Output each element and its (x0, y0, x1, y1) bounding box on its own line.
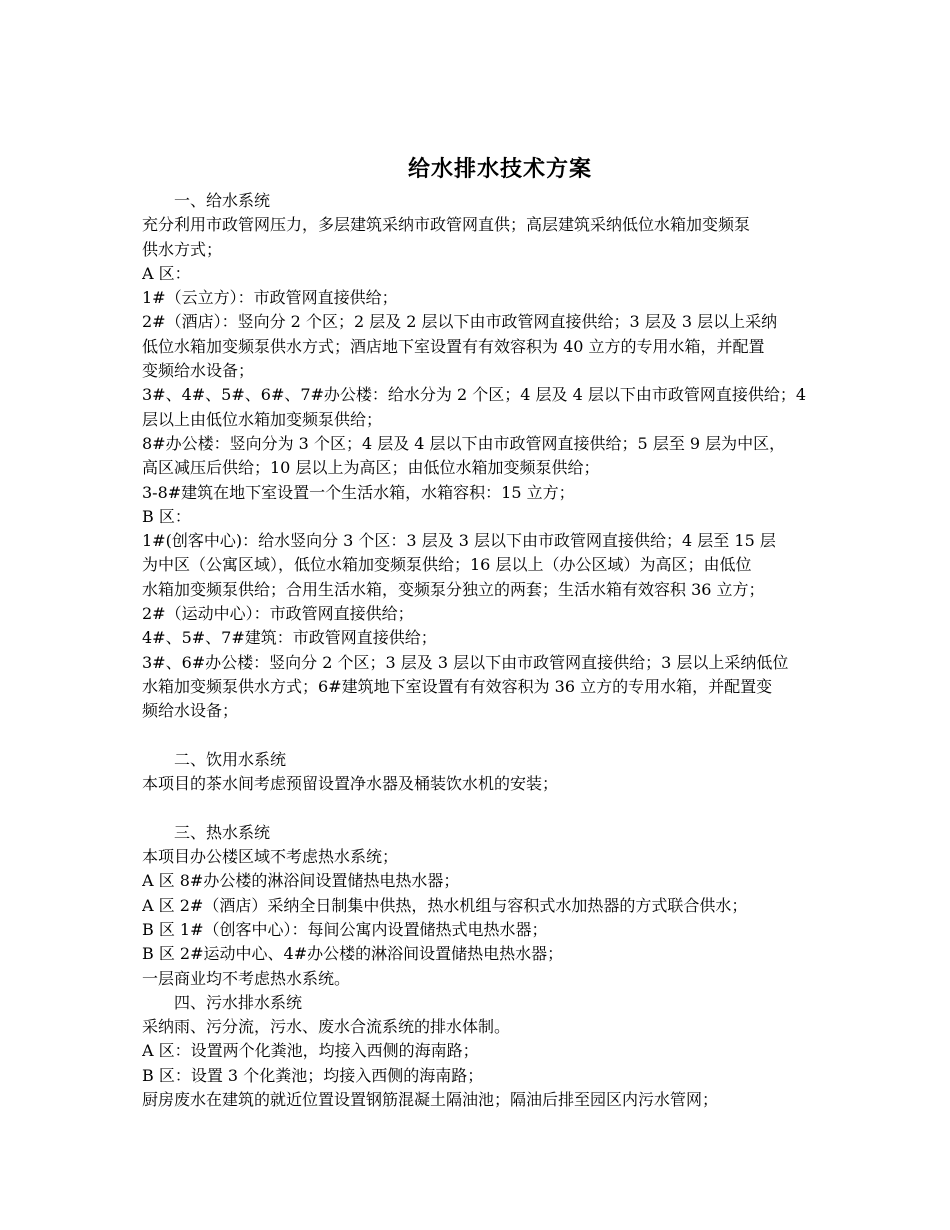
body-line: A 区 8#办公楼的淋浴间设置储热电热水器； (142, 871, 460, 891)
body-line: 4#、5#、7#建筑：市政管网直接供给； (142, 628, 437, 648)
document-title: 给水排水技术方案 (407, 156, 592, 182)
body-line: 一层商业均不考虑热水系统。 (142, 968, 351, 988)
body-line: A 区： (142, 263, 191, 283)
blank-line (142, 796, 858, 820)
body-line: 厨房废水在建筑的就近位置设置钢筋混凝土隔油池；隔油后排至园区内污水管网； (142, 1089, 719, 1109)
blank-line (142, 724, 858, 748)
body-line: 为中区（公寓区域），低位水箱加变频泵供给；16 层以上（办公区域）为高区；由低位 (142, 555, 752, 575)
body-line: 频给水设备； (142, 701, 239, 721)
body-line: A 区：设置两个化粪池，均接入西侧的海南路； (142, 1041, 479, 1061)
body-line: 高区减压后供给；10 层以上为高区；由低位水箱加变频泵供给； (142, 458, 600, 478)
section-heading: 二、饮用水系统 (174, 749, 287, 769)
body-line: 充分利用市政管网压力，多层建筑采纳市政管网直供；高层建筑采纳低位水箱加变频泵 (142, 215, 751, 235)
body-line: 低位水箱加变频泵供水方式；酒店地下室设置有有效容积为 40 立方的专用水箱，并配置 (142, 336, 765, 356)
body-line: 3#、6#办公楼：竖向分 2 个区；3 层及 3 层以下由市政管网直接供给；3 层以上采纳低位 (142, 652, 789, 672)
section-heading: 三、热水系统 (174, 822, 271, 842)
body-line: 1#(创客中心)：给水竖向分 3 个区：3 层及 3 层以下由市政管网直接供给；4 层至 15 层 (142, 531, 776, 551)
body-line: 供水方式； (142, 239, 223, 259)
body-line: B 区 2#运动中心、4#办公楼的淋浴间设置储热电热水器； (142, 944, 564, 964)
body-line: B 区：设置 3 个化粪池；均接入西侧的海南路； (142, 1065, 484, 1085)
body-line: 8#办公楼：竖向分为 3 个区；4 层及 4 层以下由市政管网直接供给；5 层至 9 层为中区， (142, 433, 786, 453)
body-line: 变频给水设备； (142, 361, 255, 381)
document-page (142, 155, 858, 1112)
body-line: 水箱加变频泵供水方式；6#建筑地下室设置有有效容积为 36 立方的专用水箱，并配置变 (142, 676, 773, 696)
body-line: 2#（运动中心）：市政管网直接供给； (142, 604, 414, 624)
body-line: 本项目办公楼区域不考虑热水系统； (142, 847, 399, 867)
body-line: 2#（酒店）：竖向分 2 个区；2 层及 2 层以下由市政管网直接供给；3 层及 3 层以上采纳 (142, 312, 778, 332)
body-line: 本项目的茶水间考虑预留设置净水器及桶装饮水机的安装； (142, 774, 559, 794)
body-line: 水箱加变频泵供给；合用生活水箱，变频泵分独立的两套；生活水箱有效容积 36 立方； (142, 579, 765, 599)
body-line: 3-8#建筑在地下室设置一个生活水箱，水箱容积：15 立方； (142, 482, 575, 502)
section-heading: 一、给水系统 (174, 191, 271, 210)
body-line: B 区 1#（创客中心）：每间公寓内设置储热式电热水器； (142, 919, 548, 939)
body-line: 1#（云立方）：市政管网直接供给； (142, 288, 398, 308)
body-line: 采纳雨、污分流，污水、废水合流系统的排水体制。 (142, 1017, 511, 1037)
body-line: 层以上由低位水箱加变频泵供给； (142, 409, 383, 429)
document-body (142, 189, 858, 1112)
section-heading: 四、污水排水系统 (174, 992, 303, 1012)
body-line: A 区 2#（酒店）采纳全日制集中供热，热水机组与容积式水加热器的方式联合供水； (142, 895, 748, 915)
body-line: 3#、4#、5#、6#、7#办公楼：给水分为 2 个区；4 层及 4 层以下由市政管网直接供给；4 (142, 385, 807, 405)
body-line: B 区： (142, 506, 191, 526)
